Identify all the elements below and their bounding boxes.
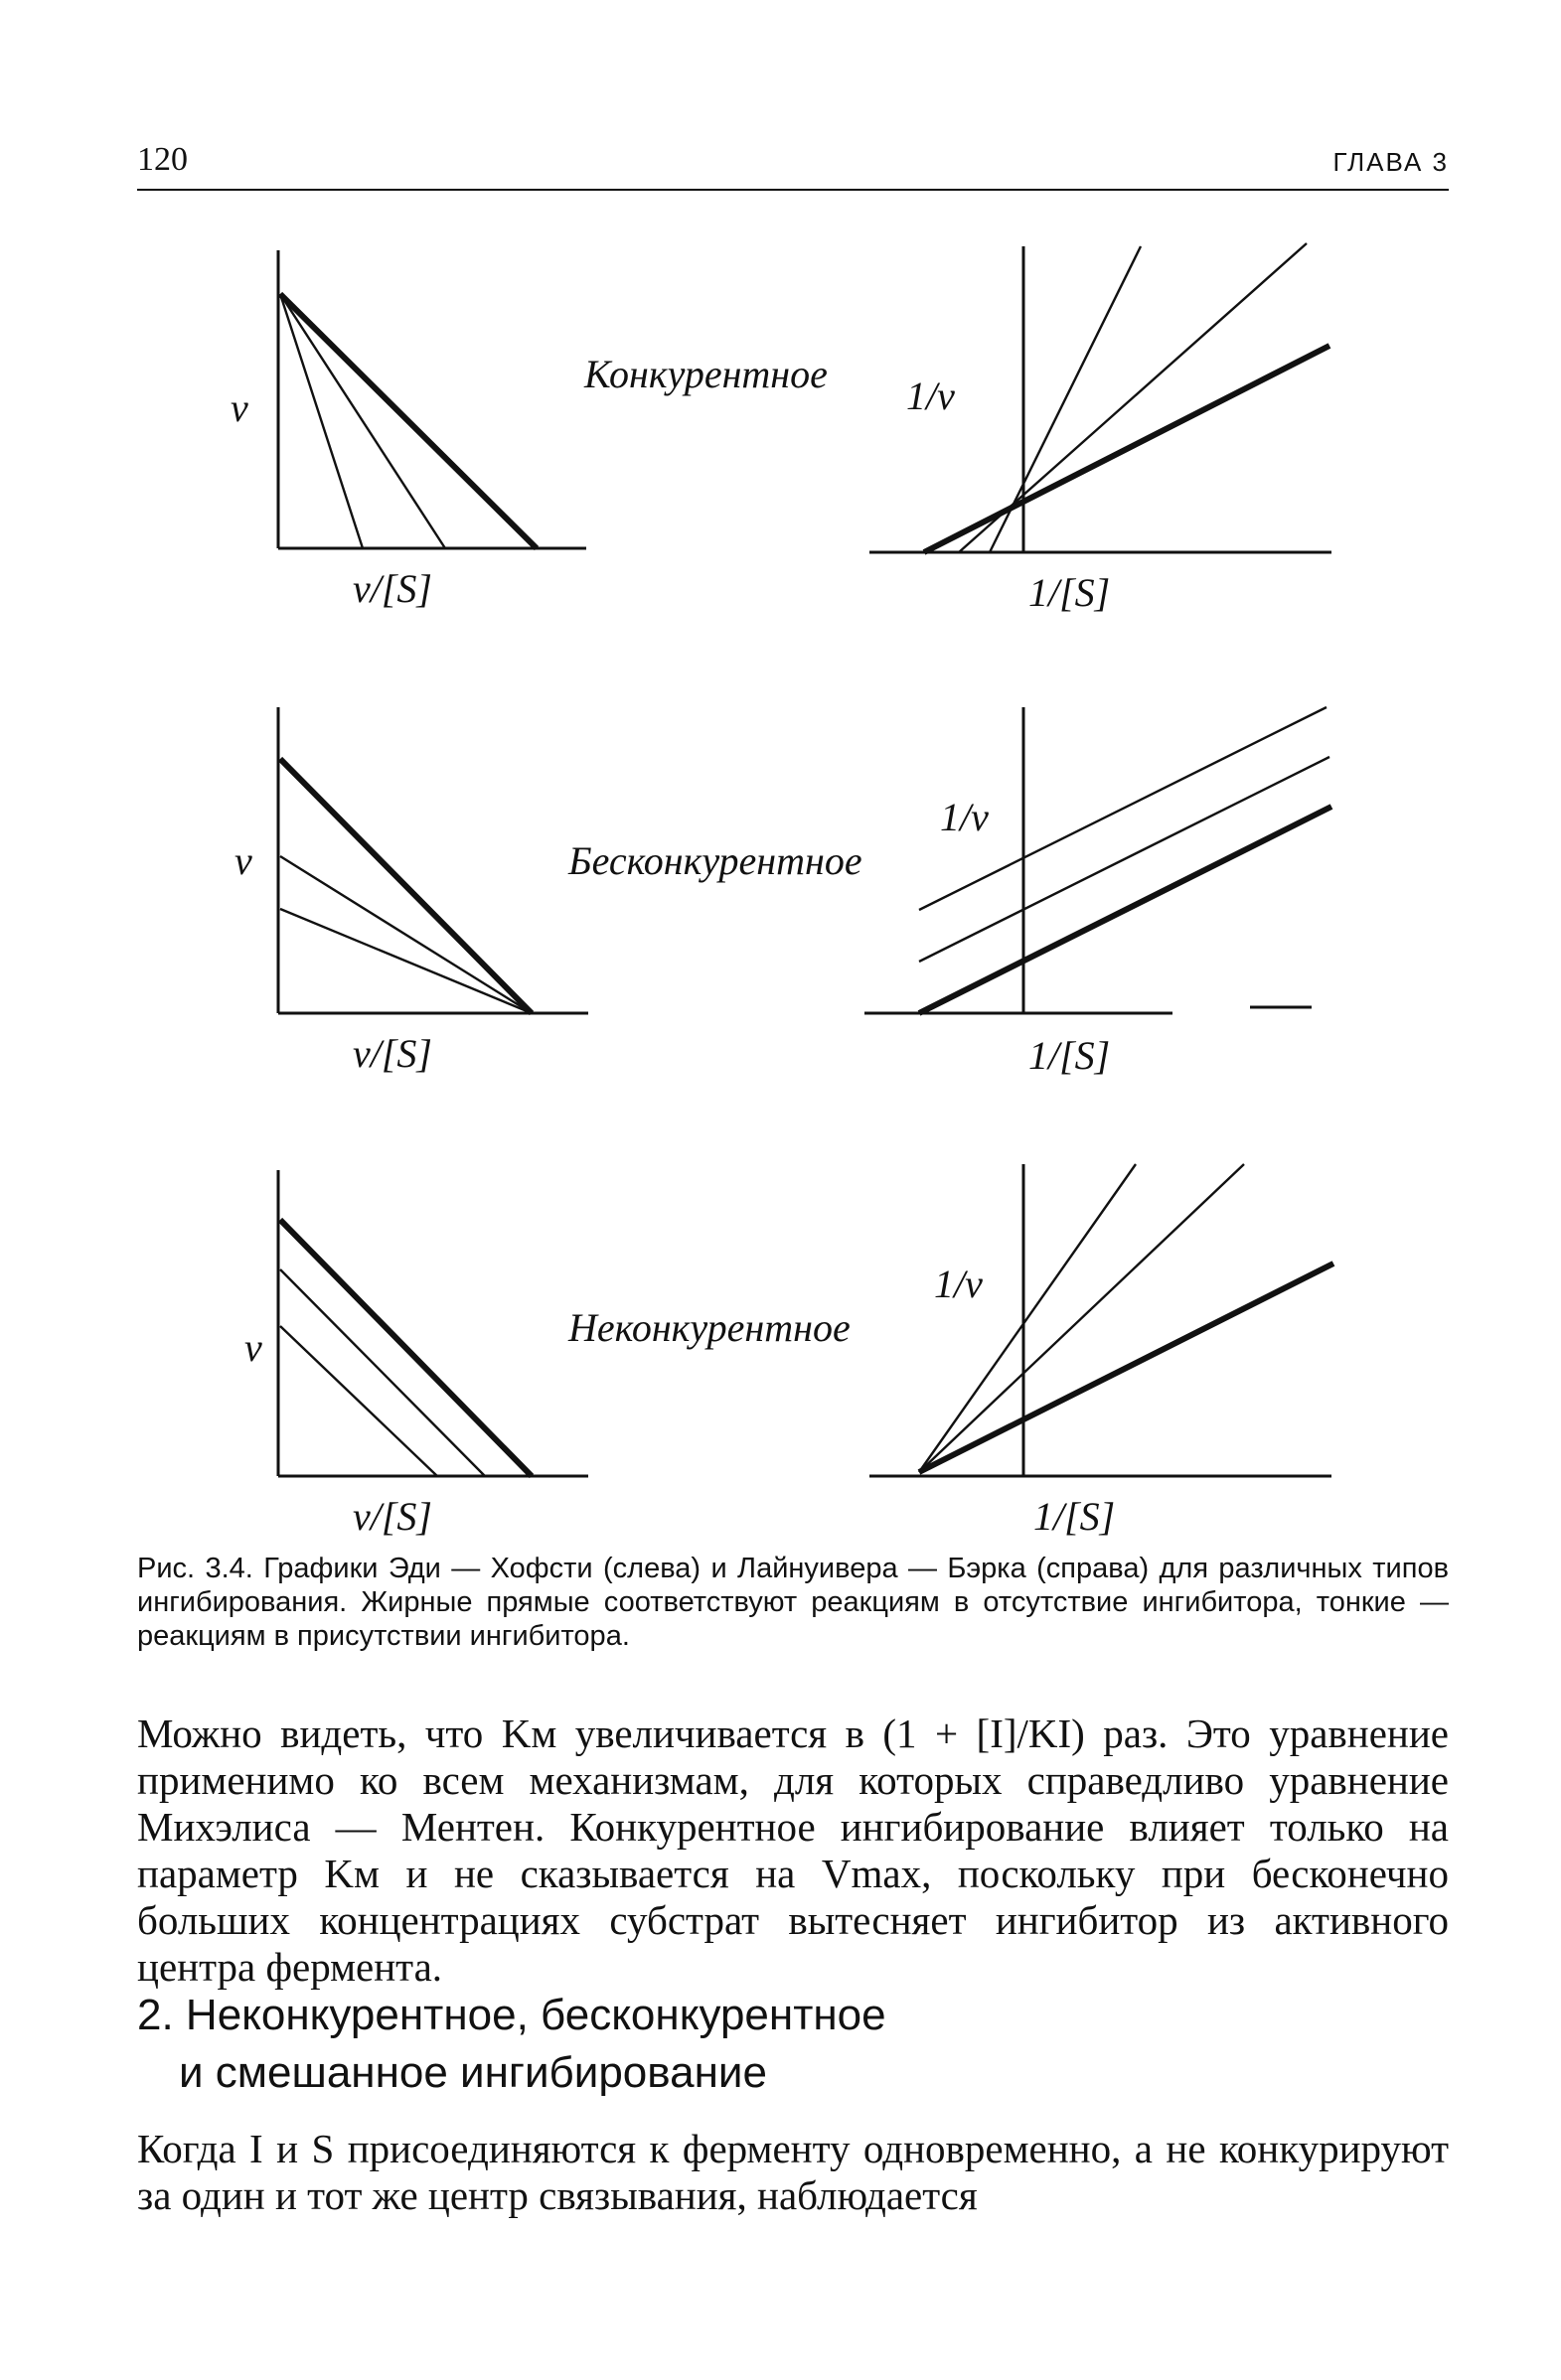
thick-line xyxy=(280,1220,532,1476)
page-number: 120 xyxy=(137,141,188,178)
thin-line xyxy=(280,856,532,1013)
thin-line xyxy=(280,294,445,548)
thick-line xyxy=(280,759,532,1013)
thin-line xyxy=(919,1164,1136,1472)
section-heading xyxy=(137,1987,1449,2102)
eadie-hofstee-plot-noncompetitive xyxy=(244,1170,588,1539)
eadie-hofstee-plot-competitive xyxy=(231,250,586,611)
x-axis-label: 1/[S] xyxy=(1028,1033,1111,1078)
thin-line xyxy=(919,1164,1244,1472)
x-axis-label: v/[S] xyxy=(353,566,432,611)
y-axis-label: v xyxy=(231,385,248,430)
panel-title: Неконкурентное xyxy=(568,1305,851,1350)
y-axis-label: 1/v xyxy=(906,373,955,418)
section-heading-line-2: и смешанное ингибирование xyxy=(179,2048,767,2097)
y-axis-label: v xyxy=(234,838,252,883)
x-axis-label: v/[S] xyxy=(353,1494,432,1539)
x-axis-label: v/[S] xyxy=(353,1031,432,1076)
thin-line xyxy=(280,1269,485,1476)
thin-line xyxy=(280,909,532,1013)
panel-competitive xyxy=(231,243,1331,615)
running-head: ГЛАВА 3 xyxy=(1332,147,1449,177)
y-axis-label: 1/v xyxy=(934,1262,983,1306)
figure-caption: Рис. 3.4. Графики Эди — Хофсти (слева) и Лайнуивера — Бэрка (справа) для различных типов ингибирования. Жирные прямые соответствуют реакциям в отсутствие ингибитора, тонкие — реакциям в присутствии ингибитора. xyxy=(137,1553,1449,1652)
panel-title: Бесконкурентное xyxy=(568,838,862,883)
y-axis-label: 1/v xyxy=(940,795,989,839)
thick-line xyxy=(280,294,537,548)
panel-title: Конкурентное xyxy=(584,352,828,396)
thin-line xyxy=(959,243,1307,552)
paragraph-km: Можно видеть, что Kм увеличивается в (1 + [I]/KI) раз. Это уравнение применимо ко всем механизмам, для которых справедливо уравнение Михэлиса — Ментен. Конкурентное ингибирование влияет только на параметр Kм и не сказывается на Vmax, поскольку при бесконечно больших концентрациях субстрат вытесняет ингибитор из активного центра фермента. xyxy=(137,1711,1449,1990)
thick-line xyxy=(924,346,1329,552)
lineweaver-burk-plot-competitive xyxy=(869,243,1331,615)
x-axis-label: 1/[S] xyxy=(1028,570,1111,615)
y-axis-label: v xyxy=(244,1325,262,1370)
section-heading-line-1: 2. Неконкурентное, бесконкурентное xyxy=(137,1991,886,2039)
panel-uncompetitive xyxy=(234,707,1331,1078)
panel-noncompetitive xyxy=(244,1164,1333,1539)
lineweaver-burk-plot-noncompetitive xyxy=(869,1164,1333,1539)
lineweaver-burk-plot-uncompetitive xyxy=(864,707,1331,1078)
eadie-hofstee-plot-uncompetitive xyxy=(234,707,588,1076)
x-axis-label: 1/[S] xyxy=(1033,1494,1116,1539)
thin-line xyxy=(919,757,1329,962)
paragraph-simultaneous-binding: Когда I и S присоединяются к ферменту одновременно, а не конкурируют за один и тот же центр связывания, наблюдается xyxy=(137,2126,1449,2218)
